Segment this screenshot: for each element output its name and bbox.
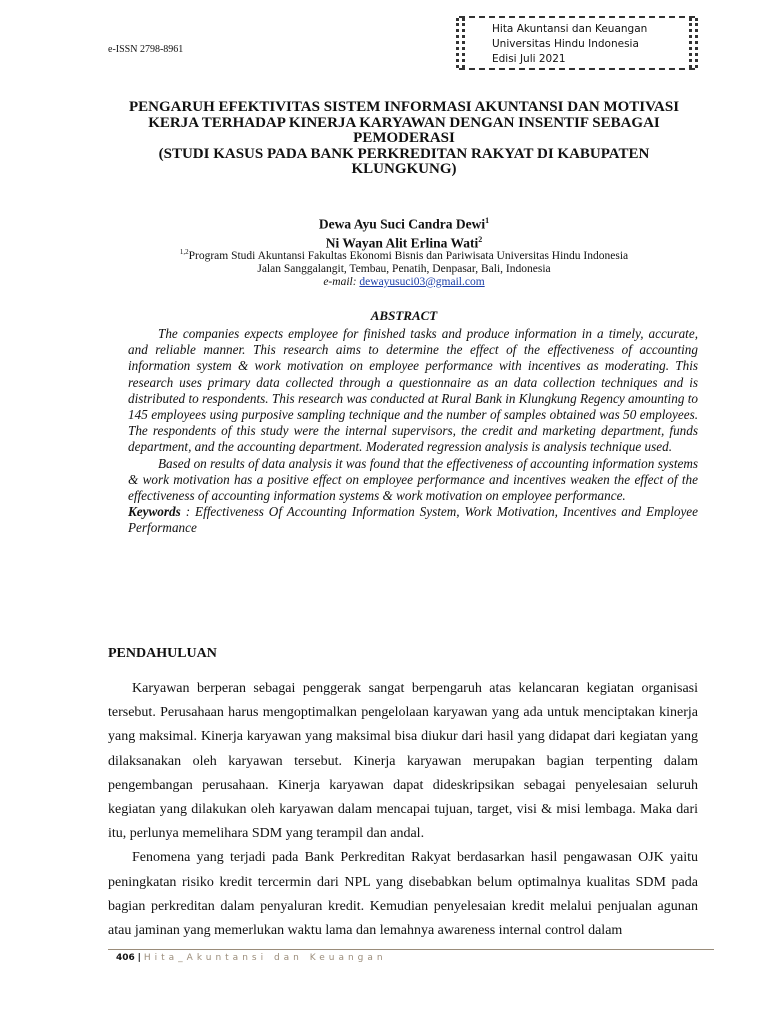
abstract-body xyxy=(128,326,698,537)
body-text xyxy=(108,677,698,943)
author-affil-mark: 1 xyxy=(485,216,490,225)
paper-title xyxy=(108,100,700,178)
box-dotted-border xyxy=(695,18,698,68)
affiliation-address: Jalan Sanggalangit, Tembau, Penatih, Denpasar, Bali, Indonesia xyxy=(257,262,551,275)
journal-info-box xyxy=(459,16,695,70)
keywords xyxy=(128,504,698,536)
abstract-heading: ABSTRACT xyxy=(370,308,438,323)
email-link[interactable]: dewayusuci03@gmail.com xyxy=(359,275,485,288)
abstract-paragraph: Based on results of data analysis it was found that the effectiveness of accounting information systems & work motivation has a positive effect on employee performance and incentives weaken the effect of the effectiveness of accounting information systems & work motivation on employee performance. xyxy=(128,455,698,504)
footer-journal-name: Hita_Akuntansi dan Keuangan xyxy=(143,953,387,963)
affiliation-email xyxy=(108,276,700,289)
title-line: KLUNGKUNG) xyxy=(351,161,457,177)
title-line: (STUDI KASUS PADA BANK PERKREDITAN RAKYAT DI KABUPATEN xyxy=(158,145,650,162)
title-line: PENGARUH EFEKTIVITAS SISTEM INFORMASI AKUNTANSI DAN MOTIVASI xyxy=(128,99,680,115)
journal-edition: Edisi Juli 2021 xyxy=(492,53,566,65)
page-footer xyxy=(108,949,714,963)
email-label: e-mail: xyxy=(323,275,357,288)
author-name: Ni Wayan Alit Erlina Wati xyxy=(325,235,479,251)
body-paragraph: Karyawan berperan sebagai penggerak sangat berpengaruh atas kelancaran kegiatan organisasi tersebut. Perusahaan harus mengoptimalkan pengelolaan karyawan yang ada untuk menciptakan kinerja yang maksimal. Kinerja karyawan yang maksimal bisa diukur dari hasil yang didapat dari kegiatan yang dilaksanakan oleh karyawan tersebut. Kinerja karyawan merupakan bagian terpenting dalam pengembangan perusahaan. Kinerja karyawan dapat dideskripsikan sebagai penyelesaian seluruh kegiatan yang dilakukan oleh karyawan dalam mencapai tujuan, target, visi & misi lembaga. Maka dari itu, perlunya memelihara SDM yang terampil dan andal. xyxy=(108,681,698,842)
journal-name: Hita Akuntansi dan Keuangan xyxy=(492,23,648,35)
keywords-label: Keywords xyxy=(128,504,181,520)
page-number: 406 xyxy=(116,953,135,963)
section-heading: PENDAHULUAN xyxy=(108,646,217,661)
issn-label: e-ISSN 2798-8961 xyxy=(108,44,184,55)
title-line: PEMODERASI xyxy=(353,130,455,146)
keywords-text: : Effectiveness Of Accounting Information System, Work Motivation, Incentives and Employee Performance xyxy=(128,504,699,536)
author-name: Dewa Ayu Suci Candra Dewi xyxy=(318,216,486,232)
journal-university: Universitas Hindu Indonesia xyxy=(492,38,639,50)
affiliation-program xyxy=(108,246,700,263)
author-1 xyxy=(108,213,700,232)
affiliation-text: Program Studi Akuntansi Fakultas Ekonomi Bisnis dan Pariwisata Universitas Hindu Indonesia xyxy=(188,249,629,262)
title-line: KERJA TERHADAP KINERJA KARYAWAN DENGAN INSENTIF SEBAGAI xyxy=(148,114,660,131)
box-dotted-border xyxy=(462,18,465,68)
box-dotted-border xyxy=(456,18,459,68)
footer-separator: | xyxy=(137,953,141,963)
box-dotted-border xyxy=(689,18,692,68)
author-affil-mark: 2 xyxy=(478,235,483,244)
body-paragraph: Fenomena yang terjadi pada Bank Perkreditan Rakyat berdasarkan hasil pengawasan OJK yaitu peningkatan risiko kredit tercermin dari NPL yang disebabkan belum optimalnya kualitas SDM pada bagian perkreditan dalam penyaluran kredit. Kemudian penyelesaian kredit melalui penjualan agunan atau jaminan yang memerlukan waktu lama dan lemahnya awareness internal control dalam xyxy=(108,850,698,939)
abstract-paragraph: The companies expects employee for finished tasks and produce information in a timely, accurate, and reliable manner. This research aims to determine the effect of the effectiveness of accounting information system & work motivation on employee performance with incentives as moderating. This research uses primary data collected through a questionnaire as an data collection techniques and is distributed to respondents. This research was conducted at Rural Bank in Klungkung Regency amounting to 145 employees using purposive sampling technique and the number of samples obtained was 50 employees. The respondents of this study were the internal supervisors, the credit and marketing department, funds department, and the accounting department. Moderated regression analysis is analysis technique used. xyxy=(128,326,698,455)
affiliation xyxy=(108,246,700,289)
affiliation-mark: 1,2 xyxy=(179,248,189,256)
